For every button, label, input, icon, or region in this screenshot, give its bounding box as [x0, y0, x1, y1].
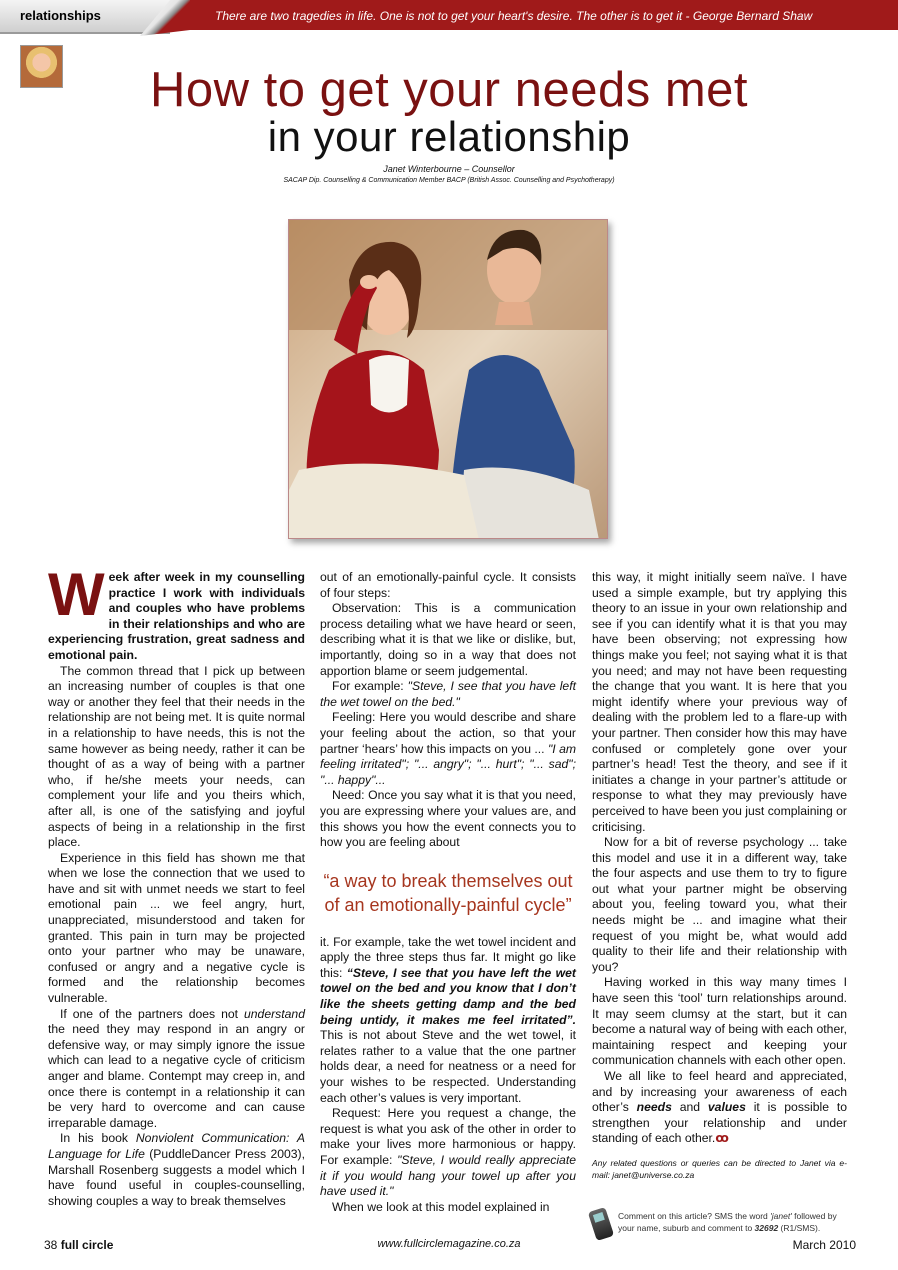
- text-run: (R1/SMS).: [778, 1223, 821, 1233]
- paragraph: [320, 710, 576, 788]
- text-run: We all like to feel heard and appreciated, and by increasing your awareness of each other’s: [592, 1069, 847, 1115]
- pull-quote: “a way to break themselves out of an emotionally-painful cycle”: [323, 870, 573, 915]
- page-number: 38: [44, 1238, 58, 1252]
- title-line-1: How to get your needs met: [149, 63, 749, 117]
- paragraph: Need: Once you say what it is that you need, you are expressing where your values are, and this shows you how the event connects you to how you are feeling about: [320, 788, 576, 850]
- text-run: it. For example, take the wet towel incident and apply the three steps thus far. It might go like this:: [320, 934, 576, 980]
- paragraph: [320, 1106, 576, 1200]
- article-column-1: [48, 561, 305, 1209]
- paragraph: [592, 1069, 847, 1147]
- text-run: followed by your name, suburb and comment to: [618, 1211, 837, 1233]
- emphasis: values: [707, 1100, 746, 1115]
- author-credentials: SACAP Dip. Counselling & Communication Member BACP (British Assoc. Counselling and Psychotherapy): [283, 177, 615, 184]
- paragraph: Having worked in this way many times I have seen this ‘tool’ turn relationships around. It may seem clumsy at the start, but it can become a natural way of being with each other, maintaining respect and keeping your communication channels with each other open.: [592, 975, 847, 1068]
- paragraph: out of an emotionally-painful cycle. It consists of four steps:: [320, 570, 576, 600]
- example-quote: "I am feeling irritated"; "... angry"; "... hurt"; "... sad"; "... happy"...: [320, 741, 576, 787]
- title-line-2: in your relationship: [267, 113, 631, 160]
- paragraph: [48, 1131, 305, 1209]
- magazine-name: full circle: [60, 1238, 114, 1252]
- footer-date: March 2010: [792, 1238, 856, 1252]
- example-quote: “Steve, I see that you have left the wet towel on the bed and you know that I don’t like the sheets getting damp and the bed being untidy, it makes me feel irritated”.: [320, 965, 576, 1027]
- header-quote: There are two tragedies in life. One is not to get your heart's desire. The other is to get it - George Bernard Shaw: [215, 9, 813, 23]
- sms-comment-box: [592, 1207, 850, 1239]
- paragraph: [48, 1007, 305, 1132]
- paragraph: this way, it might initially seem naïve. I have used a simple example, but try applying this theory to an issue in your own relationship and see if you can identify what it is that you may have been observing; not expressing how things make you feel; not saying what it is that you need; and may not have been requesting the change that you want. It is here that you might identify where your previous way of dealing with the problem led to a flare-up with your partner. Then consider how this may have confused or completely gone over your partner’s head! Test the theory, and see if it initiates a change in your partner’s attitude or response to what they may previously have perceived to have been you just complaining or criticising.: [592, 570, 847, 834]
- section-tab: [0, 0, 170, 34]
- text-run: This is not about Steve and the wet towel, it relates rather to a value that the one partner holds dear, a need for neatness or a need for your wishes to be respected. Understanding each other’s values is very important.: [320, 1028, 576, 1105]
- drop-cap: W: [48, 561, 105, 628]
- end-mark-icon: ꝏ: [715, 1131, 729, 1146]
- text-run: the need they may respond in an angry or defensive way, or may simply ignore the issue which can lead to a negative cycle of criticism anger and blame. Contempt may creep in, and once there is contempt in a relationship it can be very hard to overcome and can cause irreparable damage.: [48, 1022, 305, 1130]
- text-run: For example:: [332, 679, 408, 694]
- emphasis: understand: [244, 1006, 305, 1021]
- text-run: it is possible to strengthen your relationship and under standing of each other.: [592, 1100, 847, 1146]
- paragraph: Experience in this field has shown me that when we lose the connection that we used to have and sit with unmet needs we start to feel emotional pain ... we feel angry, hurt, unappreciated, misunderstood and taken for granted. This pain in turn may be projected onto your partner who may be unaware, confused or angry and a negative cycle is formed and the relationship becomes vulnerable.: [48, 850, 305, 1006]
- paragraph: Now for a bit of reverse psychology ... take this model and use it in a different way, take the four aspects and use them to try to figure out what your partner might be observing about you, feeling toward you, what their needs might be ... and imagine what their request of you might be, what would add quality to their life and their relationship with you?: [592, 835, 847, 974]
- paragraph: [320, 679, 576, 710]
- mobile-phone-icon: [588, 1207, 614, 1241]
- text-run: If one of the partners does not: [60, 1006, 244, 1021]
- author-byline: Janet Winterbourne – Counsellor: [383, 164, 515, 174]
- section-label: relationships: [20, 8, 101, 23]
- contact-note: Any related questions or queries can be directed to Janet via e-mail: janet@universe.co.za: [592, 1157, 847, 1180]
- article-lead: [48, 561, 305, 664]
- lead-text: eek after week in my counselling practice I work with individuals and couples who have problems in their relationships and who are experiencing frustration, great sadness and emotional pain.: [48, 570, 305, 662]
- text-run: and: [671, 1100, 708, 1115]
- sms-number: 32692: [754, 1223, 779, 1233]
- paragraph: When we look at this model explained in: [332, 1199, 550, 1214]
- text-run: Request: Here you request a change, the request is what you ask of the other in order to make your lives more harmonious or happy. For example:: [320, 1106, 576, 1167]
- text-run: In his book: [60, 1131, 136, 1146]
- book-title: Nonviolent Communication: A Language for Life: [48, 1131, 305, 1161]
- sms-word: 'janet': [770, 1211, 792, 1221]
- text-run: Feeling: Here you would describe and share your feeling about the action, so that your partner ‘hears’ how this impacts on you ...: [320, 710, 576, 756]
- article-column-3: [592, 570, 847, 1181]
- paragraph: Observation: This is a communication process detailing what we have heard or seen, describing what it is that we like or dislike, but, importantly, doing so in a way that does not apportion blame or seem judgemental.: [320, 601, 576, 678]
- emphasis: needs: [636, 1100, 672, 1115]
- sms-text: [618, 1210, 850, 1234]
- example-quote: "Steve, I see that you have left the wet towel on the bed.": [320, 679, 576, 709]
- header-bar: [0, 0, 898, 34]
- text-run: (PuddleDancer Press 2003), Marshall Rosenberg suggests a model which I have found useful in couples-counselling, showing couples a way to break themselves: [48, 1146, 305, 1208]
- couple-photo: [288, 219, 608, 539]
- text-run: Comment on this article? SMS the word: [618, 1211, 771, 1221]
- paragraph: The common thread that I pick up between an increasing number of couples is that one way or another they feel that their needs in the relationship are not being met. It is quite normal in a relationship to have needs, this is not the same however as being needy, rather it can be thought of as a way of being with a partner who, if he/she meets your needs, can complement your life and you theirs which, after all, is one of the satisfying and joyful aspects of being in a relationship in the first place.: [48, 663, 305, 850]
- footer-website[interactable]: www.fullcirclemagazine.co.za: [377, 1238, 521, 1250]
- paragraph: [320, 935, 576, 1107]
- article-column-2: [320, 570, 576, 1215]
- example-quote: "Steve, I would really appreciate it if you would hang your towel up after you have used it.": [320, 1153, 576, 1199]
